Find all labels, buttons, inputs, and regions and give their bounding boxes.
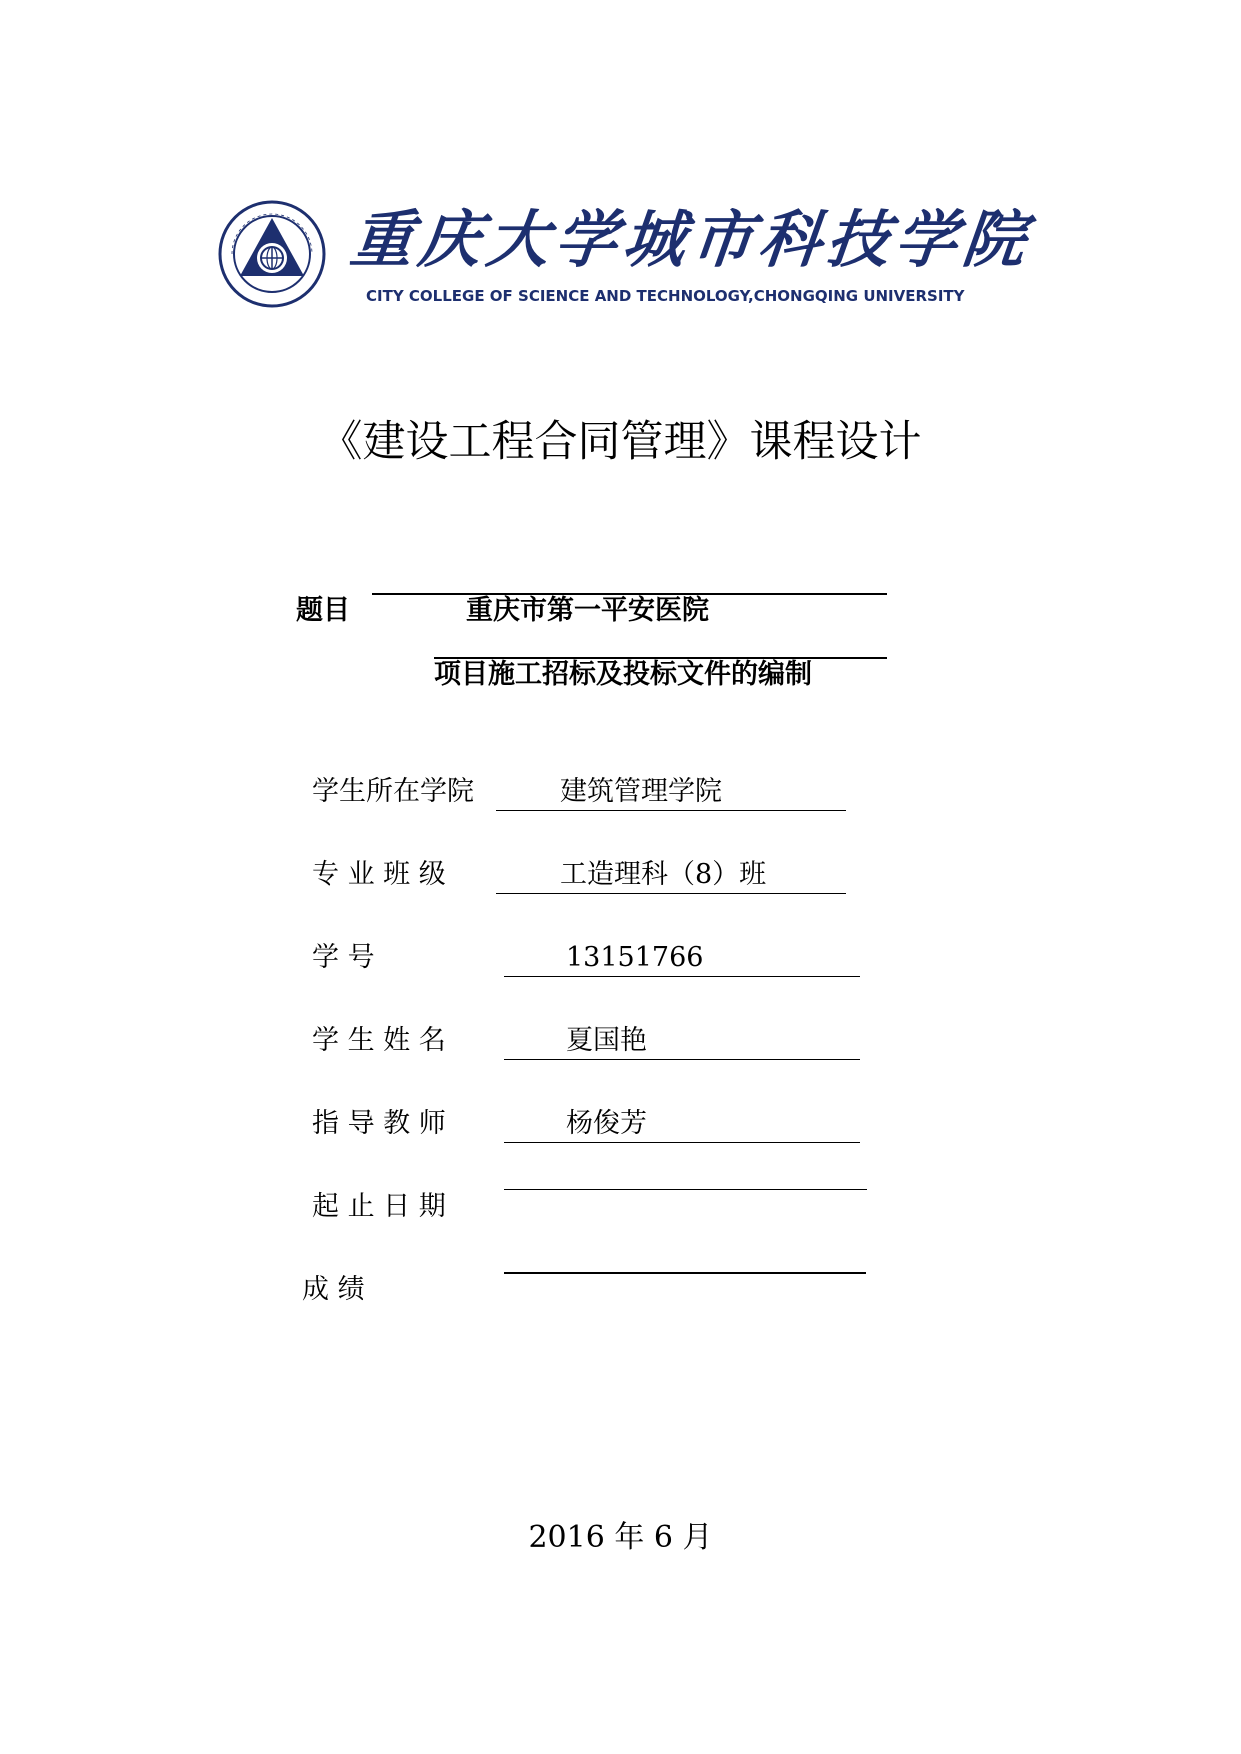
school-name-cn: 重庆大学城市科技学院 xyxy=(347,203,1035,276)
topic-text-1: 重庆市第一平安医院 xyxy=(466,595,709,626)
field-value-college: 建筑管理学院 xyxy=(496,774,846,811)
topic-line-1 xyxy=(372,593,887,626)
field-label-advisor: 指 导 教 师 xyxy=(312,1108,446,1139)
field-label-class: 专 业 班 级 xyxy=(312,859,446,890)
field-label-name: 学 生 姓 名 xyxy=(312,1025,446,1056)
field-value-name: 夏国艳 xyxy=(504,1023,860,1060)
topic-text-2: 项目施工招标及投标文件的编制 xyxy=(434,659,812,690)
document-date: 2016 年 6 月 xyxy=(528,1520,713,1555)
field-value-dates xyxy=(504,1189,867,1190)
field-value-student-id: 13151766 xyxy=(504,940,860,977)
topic-line-2 xyxy=(434,657,887,690)
field-value-advisor: 杨俊芳 xyxy=(504,1106,860,1143)
field-value-class: 工造理科（8）班 xyxy=(496,857,846,894)
field-label-college: 学生所在学院 xyxy=(312,776,474,807)
field-label-dates: 起 止 日 期 xyxy=(312,1191,446,1222)
school-name-en: CITY COLLEGE OF SCIENCE AND TECHNOLOGY,CHONGQING UNIVERSITY xyxy=(366,287,965,305)
field-label-grade: 成 绩 xyxy=(302,1274,365,1305)
school-logo xyxy=(218,200,1038,310)
course-design-title: 《建设工程合同管理》课程设计 xyxy=(319,417,922,467)
school-seal-icon xyxy=(218,200,326,308)
field-label-student-id: 学 号 xyxy=(312,942,375,973)
topic-label: 题目 xyxy=(296,595,350,626)
field-value-grade xyxy=(504,1272,866,1274)
